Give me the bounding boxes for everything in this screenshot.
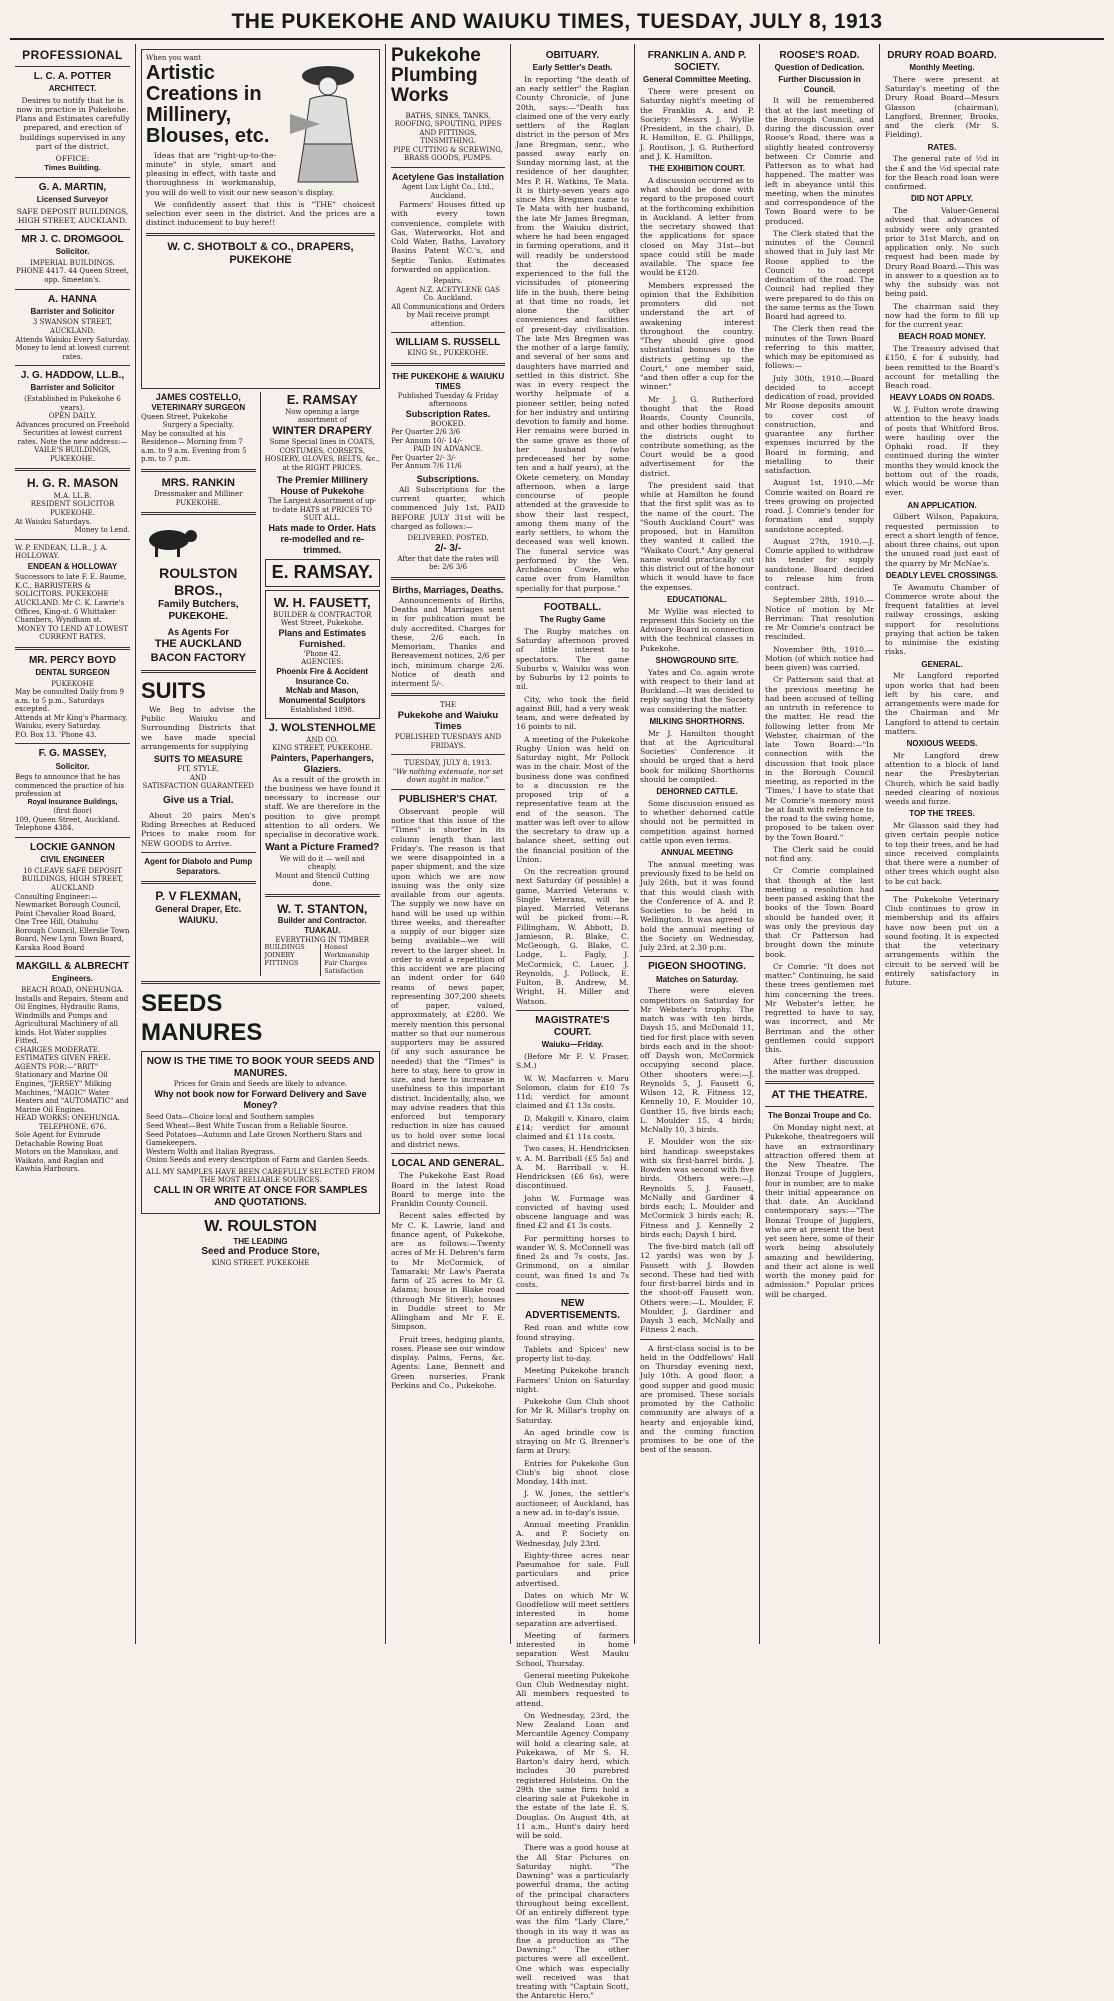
wolstenholme-ad: J. WOLSTENHOLME AND CO. KING STREET, PUKEKOHE. Painters, Paperhangers, Glaziers. As a result of the growth in the business we have found it necessary to increase our staff. We are therefore in the position to give prompt attention to all orders. We specialise in decorative work. Want a Picture Framed? We will do it — well and cheaply. Mount and Stencil Cutting done. <box>264 722 380 889</box>
ramsay-banner: E. RAMSAY. <box>265 559 381 587</box>
ads-column <box>135 44 385 1644</box>
potter-card: L. C. A. POTTER ARCHITECT. Desires to notify that he is now in practice in Pukekohe. Plans and Estimates carefully prepared, and erection of buildings supervised in any part of the district. OFFICE: Times Building. <box>15 70 130 173</box>
news-column-4: DRURY ROAD BOARD. Monthly Meeting. There were present at Saturday's meeting of the Drury Road Board—Messrs Glasson (chairman), Langford, Brenner, Brooks, and the clerk (Mr S. Fielding). RATES. The general rate of ½d in the £ and the ½d special rate for the Beach road loan were confirmed. DID NOT APPLY. The Valuer-General advised that advances of subsidy were only granted prior to 31st March, and on application only. No such request had been made by Drury Road Board.—This was in answer to a question as to why the subsidy was not being paid. The chairman said they now had the form to fill up for the current year. BEACH ROAD MONEY. The Treasury advised that £150, £ for £ subsidy, had been remitted to the Board's account for metalling the Beach road. HEAVY LOADS ON ROADS. W. J. Fulton wrote drawing attention to the heavy loads of posts that Whitford Bros. were hauling over the Ophaki road. If they continued during the winter months they would knock the bottom out of the roads, which would be worse than ever. AN APPLICATION. Gilbert Wilson, Papakura, requested permission to erect a short length of fence, about three chains, out upon the unused road just east of the quarry by Mr McNae's. DEADLY LEVEL CROSSINGS. Te Awamutu Chamber of Commerce wrote about the frequent fatalities at level railway crossings, asking support for resolutions praying that action be taken to minimise the existing risks. GENERAL. Mr Langford reported upon works that had been left by his care, and arrangements were made for the Chairman and Mr Langford to attend to certain matters. NOXIOUS WEEDS. Mr Langford drew attention to a block of land near the Presbyterian Church, which he said badly needed clearing of noxious weeds and furze. TOP THE TREES. Mr Glasson said they had given certain people notice to top their trees, and he had since received complaints that there were a number of other trees which ought also to be cut back. The Pukekohe Veterinary Club continues to grow in membership and its affairs have now been put on a sound footing. It is expected that the veterinary arrangements within the circuit to be served will be entirely satisfactory in future. <box>879 44 1004 1644</box>
rankin-ad: MRS. RANKIN Dressmaker and Milliner PUKEKOHE. <box>153 476 243 507</box>
flexman-ad: P. V FLEXMAN, General Draper, Etc. WAIUKU. <box>155 889 242 925</box>
mason-card: H. G. R. MASON M.A. LL.B. RESIDENT SOLICITOR PUKEKOHE. At Waiuku Saturdays. Money to Lend. <box>15 476 130 535</box>
ramsay-ad: E. RAMSAY Now opening a large assortment of WINTER DRAPERY Some Special lines in COATS, COSTUMES, CORSETS, HOSIERY, GLOVES, BELTS, &c., at the RIGHT PRICES. The Premier Millinery House of Pukekohe The Largest Assortment of up-to-date HATS at PRICES TO SUIT ALL. Hats made to Order. Hats re-modelled and re-trimmed. <box>264 392 380 555</box>
costello-ad: JAMES COSTELLO, VETERINARY SURGEON Queen Street, Pukekohe Surgery a Specialty. May be consulted at his Residence— Morning from 7 a.m. to 9 a.m. Evening from 5 p.m. to 7 p.m. <box>141 392 247 464</box>
professional-heading: PROFESSIONAL <box>15 48 130 67</box>
woman-illustration <box>280 54 375 184</box>
roulston-bros-ad: ROULSTON BROS., Family Butchers, PUKEKOHE. As Agents For THE AUCKLAND BACON FACTORY <box>141 520 256 665</box>
editorial-masthead: THE Pukekohe and Waiuku Times PUBLISHED TUESDAYS AND FRIDAYS. TUESDAY, JULY 8, 1913. "We nothing extenuate, nor set down aught in malice." <box>392 701 504 785</box>
news-column-3: ROOSE'S ROAD. Question of Dedication. Further Discussion in Council. It will be remembered that at the last meeting of the Borough Council, and during the discussion over Roose's Road, there was a slightly heated controversy between Cr Comrie and Patterson as to what had happened. The matter was left in abeyance until this meeting, when the minutes and correspondence of the Town Board were to be produced. The Clerk stated that the minutes of the Council showed that in July last Mr Roose applied to the Council to accept dedication of the road. The Council had replied they were prepared to do this on the same terms as the Town Board had agreed to. The Clerk then read the minutes of the Town Board referring to this matter, which may be epitomised as follows:— July 30th, 1910.—Board decided to accept dedication of road, provided Mr Roose deposits amount to cover cost of construction, and guarantee any further expenses incurred by the Board in forming, and metalling to their satisfaction. August 1st, 1910.—Mr Comrie waited on Board re trees growing on projected road. J. Comrie's tender for formation and supply sandstone accepted. August 27th, 1910.—J. Comrie applied to withdraw his tender for supply sandstone. Board decided to release him from contract. September 28th, 1910.—Notice of motion by Mr Berriman: That resolution re Mr Comrie's contract be rescinded. November 9th, 1910.—Motion (of which notice had been given) was carried. Cr Patterson said that at the previous meeting he had been accused of telling an untruth in reference to the matter. He read the following letter from Mr Webster, chairman of the late Town Board:—"In connection with the discussion that took place in the Borough Council meeting, as reported in the 'Times,' I have to state that Mr Comrie's memory must be at fault with reference to the road to the swing home, proposed to be taken over by the Town Board." The Clerk said he could not find any. Cr Comrie complained that though at the last meeting a resolution had been passed asking that the books of the Town Board should be handed over, it was only the previous day that Cr Patterson had brought down the minute book. Cr Comrie: "It does not matter." Continuing, he said these trees gentlemen met him concerning the trees. Mr Webster's letter, he regretted to have to say, was incorrect, and Mr Berriman and the other gentlemen could support this. After further discussion the matter was dropped. AT THE THEATRE. The Bonzai Troupe and Co. On Monday night next, at Pukekohe, theatregoers will have an extraordinary attraction offered them at the New Theatre. The Bonzai Troupe of Jugglers, four in number, are to make their initial appearance on that date. An Auckland contemporary says:—"The Bonzai Troupe of Jugglers, who are at present the best yet seen here, some of their work being absolutely amazing and bewildering, and their act alone is well worth the money paid for admission." Popular prices will be charged. <box>759 44 879 1644</box>
dromgool-card: MR J. C. DROMGOOL Solicitor. IMPERIAL BUILDINGS. PHONE 4417. 44 Queen Street, opp. Smeeton's. <box>16 234 129 284</box>
boyd-card: MR. PERCY BOYD DENTAL SURGEON PUKEKOHE May be consulted Daily from 9 a.m. to 5 p.m., Saturdays excepted. Attends at Mr King's Pharmacy, Waiuku, every Saturday. P.O. Box 13. 'Phone 43. <box>15 654 128 739</box>
fausett-ad: W. H. FAUSETT, BUILDER & CONTRACTOR West Street, Pukekohe. Plans and Estimates Furnished. 'Phone 42. AGENCIES: Phoenix Fire & Accident Insurance Co. McNab and Mason, Monumental Sculptors Established 1898. <box>265 590 381 719</box>
news-column-2: FRANKLIN A. AND P. SOCIETY. General Committee Meeting. There were present on Saturday night's meeting of the Franklin A. and P. Society: Messrs J. Wyllie (President, in the chair), D. R. Hamilton, E. G. Phillipps, J. Routlson, J. G. Rutherford and J. K. Hamilton. THE EXHIBITION COURT. A discussion occurred as to what should be done with regard to the proposed court at the forthcoming exhibition in Auckland. A letter from the secretary showed that the applications for space closed on May 31st—but space could still be made available. The space fee would be £120. Members expressed the opinion that the Exhibition promoters did not understand the art of awakening interest throughout the country. "They should give good substantial bonuses to the districts getting up the Court," one member said, "and then offer a cup for the winner." Mr J. G. Rutherford thought that the Road Boards, County Councils, and other bodies throughout the districts ought to contribute something, as the Court would be a good advertisement for the district. The president said that while at Hamilton he found that the first split was as to the name of the court. The "South Auckland Court" was proposed, but in Hamilton they wanted it called the "Waikato Court." Any general name would practically cut this district out of the honour which it would have to face the expenses. EDUCATIONAL. Mr Wyllie was elected to represent this Society on the Advisory Board in connection with the technical classes in Pukekohe. SHOWGROUND SITE. Yates and Co. again wrote with respect to their land at Buckland.—It was decided to reply saying that the Society was considering the matter. MILKING SHORTHORNS. Mr J. Hamilton thought that at the Agricultural Societies' Conference it should be urged that a herd book for milking Shorthorns should be compiled. DEHORNED CATTLE. Some discussion ensued as to whether dehorned cattle should not be permitted in competition against horned cattle upon even terms. ANNUAL MEETING The annual meeting was previously fixed to be held on July 26th, but it was found that this would clash with the Conference of A. and P. Societies to be held in Wellington. It was agreed to hold the annual meeting of the Society on Wednesday, July 23rd, at 2.30 p.m. PIGEON SHOOTING. Matches on Saturday. There were eleven competitors on Saturday for Mr Webster's trophy. The match was with ten birds, Daysh 15, and McDonald 11, tied for first place with seven birds each and in the shoot-off Daysh won, McCormick occupying second place. Other shooters were:—J. Reynolds 5, J. Fausett 6, Wilson 12, R. Fitness 12, Kennelly 10, F. Moulder 10, Gunther 15, five birds each; L. Moulder 15, 4 birds; McNally 10, 3 birds. F. Moulder won the six-bird handicap sweepstakes with six first-barrel birds. J. Bowden was second with five birds. Others were:—J. Reynolds 5, J. Fausett, McNally and Gardiner 4 birds each; L. Moulder and McCormick 3 birds each; R. Fitness and J. Kennelly 2 birds each; Daysh 1 bird. The five-bird match (all off 12 yards) was won by J. Fausett with J. Bowden second. These had tied with four first-barrel birds and in the shoot-off Fausett won. Others were:—L. Moulder, F. Moulder, J. Gardiner and Daysh 3 each, McNally and Fitness 2 each. A first-class social is to be held in the Oddfellows' Hall on Thursday evening next, July 10th. A good floor, a good supper and good music are promised. These socials promoted by the Catholic community are always of a hearty and enjoyable kind, and the coming function promises to be one of the best of the season. <box>634 44 759 1644</box>
news-column-1: OBITUARY. Early Settler's Death. In reporting "the death of an early settler" the Raglan County Chronicle, of June 20th, says:—"Death has claimed one of the very early settlers of the Raglan district in the person of Mrs Jane Bregman, senr., who passed away early on Sunday morning last, at the residence of her daughter, Mrs P. H. Watkins, Te Mata. It is thirty-seven years ago since Mrs Bregmen came to Te Mata with her husband, the late Mr James Bregman, from the Waiuku district, where he had been engaged in farming operations, and it will readily be understood that the deceased experienced to the full the vicissitudes of pioneering life in the bush, there being at that time no roads, let alone the other conveniences and facilities of present-day civilisation. The late Mrs Bregmen was the mother of a large family, and several of her sons and daughters have married and settled in this district. She was in every respect the worthy helpmate of a pioneer settler, being noted for her industry and untiring devotion to family and home. Her remains were buried in the same grave as those of her husband (who predeceased her by some ten and a half years), at the Okete cemetery, on Monday afternoon, when a large concourse of people attended at the graveside to show their last respect, among them many of the early settlers, to whom the deceased was well known. The funeral service was performed by the Ven. Archdeacon Cowie, who came over from Hamilton specially for that purpose." FOOTBALL. The Rugby Game The Rugby matches on Saturday afternoon proved of little interest to spectators. The game Suburbs v. Waiuku was won by Suburbs by 12 points to nil. City, who took the field against Bill, had a very weak team, and were defeated by 16 points to nil. A meeting of the Pukekohe Rugby Union was held on Saturday night, Mr Pollock was in the chair. Most of the business done was confined to a discussion re the proposed trip of a representative team at the end of the season. The matter was left over to allow the secretary to draw up a balance sheet, setting out the financial position of the Union. On the recreation ground next Saturday (if possible) a game, Married Veterans v. Single Veterans, will be played. Married Veterans will be picked from:—R. Fillingham, W. Abbott, D. Jamieson, R. Blake, C. McGeough, G. Blake, C. Lodge, L. Fagly, J. McCormick, C. Lauer, J. Reynolds, J. Pollock, E. Fulton, B. Andrew, M. Wright, H. Miller and Watson. MAGISTRATE'S COURT. Waiuku—Friday. (Before Mr F. V. Fraser, S.M.) W. W. Macfarren v. Maru Solomon, claim for £10 7s 11d; verdict for amount claimed and £1 13s costs. D. Makgill v. Kinaro, claim £14; verdict for amount claimed and £1 11s costs. Two cases, H. Hendricksen v. A. M. Barriball (£5 5s) and A. M. Barriball v. H. Hendricksen (£6 6s), were discontinued. John W. Furmage was convicted of having used obscene language and was fined £2 and £1 3s costs. For permitting horses to wander W. S. McConnell was fined 2s and 7s costs, Jas. Grimmond, on a similar count, was fined 1s and 7s costs. NEW ADVERTISEMENTS. Red roan and white cow found straying. Tablets and Spices' new property list to-day. Meeting Pukekohe branch Farmers' Union on Saturday night. Pukekohe Gun Club shoot for Mr R. Millar's trophy on Saturday. An aged brindle cow is straying on Mr G. Brenner's farm at Drury. Entries for Pukekohe Gun Club's big shoot close Monday, 14th inst. J. W. Jones, the settler's auctioneer, of Auckland, has a new ad. in to-day's issue. Annual meeting Franklin A. and P. Society on Wednesday, July 23rd. Eighty-three acres near Paeumahoe for sale. Full particulars and price advertised. Dates on which Mr W. Goodfellow will meet settlers interested in home separation are advertised. Meeting of farmers interested in home separation West Mauku School, Thursday. General meeting Pukekohe Gun Club Wednesday night. All members requested to attend. On Wednesday, 23rd, the New Zealand Loan and Mercantile Agency Company will hold a clearing sale, at Pukekawa, of Mr S. H. Barton's dairy herd, which includes 30 purebred registered Holsteins. On the 29th the same firm hold a clearing sale at Pukekohe in the estate of the late E. S. Douglas. On August 4th, at 11 a.m., Hunt's dairy herd will be sold. There was a good house at the All Star Pictures on Saturday night. "The Dawning" was a particularly powerful drama, the acting of the principal characters throughout being excellent. Of an entirely different type was the film "Lady Clare," though in its way it was as fine a production as "The Dawning." The other pictures were all excellent. One which was especially well received was that treating with "Captain Scott, the Antarctic Hero." <box>510 44 634 1644</box>
endean-card: W. P. ENDEAN, LL.B., J. A. HOLLOWAY. ENDEAN & HOLLOWAY Successors to late F. E. Baume, K.C., BARRISTERS & SOLICITORS. PUKEKOHE AUCKLAND. Mr C. K. Lawrie's Offices, King-st. 6 Whittaker Chambers, Wyndham st. MONEY TO LEND AT LOWEST CURRENT RATES. <box>15 543 129 642</box>
masthead: THE PUKEKOHE AND WAIUKU TIMES, TUESDAY, JULY 8, 1913 <box>10 8 1104 40</box>
suits-ad: SUITS We Beg to advise the Public Waiuku and Surrounding Districts that we have made special arrangements for supplying SUITS TO MEASURE FIT, STYLE, AND SATISFACTION GUARANTEED Give us a Trial. About 20 pairs Men's Riding Breeches at Reduced Prices to make room for NEW GOODS to Arrive. Agent for Diabolo and Pump Separators. <box>141 677 256 876</box>
newspaper-page <box>10 8 1104 2001</box>
massey-card: F. G. MASSEY, Solicitor. Begs to announce that he has commenced the practice of his profession at Royal Insurance Buildings, (first floor) 109, Queen Street, Auckland. Telephone 4384. <box>15 748 125 833</box>
haddow-card: J. G. HADDOW, LL.B., Barrister and Solicitor (Established in Pukekohe 6 years). OPEN DAILY. Advances procured on Freehold Securities at lowest current rates. Note the new address:— VAILE'S BUILDINGS, PUKEKOHE. <box>15 370 130 463</box>
editorial-column: Pukekohe Plumbing Works BATHS, SINKS, TANKS, ROOFING, SPOUTING, PIPES AND FITTINGS, TINSMITHING. PIPE CUTTING & SCREWING, BRASS GOODS, PUMPS. Acetylene Gas Installation Agent Lux Light Co., Ltd., Auckland. Farmers' Houses fitted up with every town convenience, complete with Gas, Waterworks, Hot and Cold Water, Baths, Lavatory Basins Patent W.C.'s, and Septic Tanks. Estimates forwarded on application. Repairs. Agent N.Z. ACETYLENE GAS Co. Auckland. All Communications and Orders by Mail receive prompt attention. WILLIAM S. RUSSELL KING St., PUKEKOHE. THE PUKEKOHE & WAIUKU TIMES Published Tuesday & Friday afternoons Subscription Rates. BOOKED. Per Quarter 2/6 3/6 Per Annum 10/- 14/- PAID IN ADVANCE. Per Quarter 2/- 3/- Per Annum 7/6 11/6 Subscriptions. All Subscriptions for the current quarter, which commenced July 1st, PAID BEFORE JULY 31st will be charged as follows:— DELIVERED. POSTED. 2/- 3/- After that date the rates will be: 2/6 3/6 Births, Marriages, Deaths. Announcements of Births, Deaths and Marriages sent in for publication must be duly accredited. Charges for these, 2/6 each. In Memoriam, Thanks and Bereavement notices, 2/6 per inch, minimum charge 2/6. Notice of death and interment 5/-. THE Pukekohe and Waiuku Times PUBLISHED TUESDAYS AND FRIDAYS. TUESDAY, JULY 8, 1913. "We nothing extenuate, nor set down aught in malice." PUBLISHER'S CHAT. Observant people will notice that this issue of the "Times" is shorter in its column length than last Friday's. The reason is that we were disappointed in a paper shipment, and the size upon which we are now issuing was the only size available from our agents. The supply we now have on hand will be used up within three weeks, and thereafter a supply of our bigger size being available—we will revert to the larger sheet. In order to avoid a repetition of this accident we are placing an indent order for 640 reams of news paper, representing 307,200 sheets of paper, valued, approximately, at £280. We merely mention this personal matter so that our numerous supporters may be assured (if any such assurance be needed) that the "Times" is here to stay, here to grow in size, and here to increase in usefulness to this important district. Incidentally, also, we may advise readers that this enforced but temporary reduction in size has caused us to hold over some local and district news. LOCAL AND GENERAL. The Pukekohe East Road Board in the latest Road Board to merge into the Franklin County Council. Recent sales effected by Mr C. K. Lawrie, land and finance agent, of Pukekohe, are as follows:—Twenty acres of Mr H. Dehren's farm to Mr McCormick, of Tamaraki; Mr Law's Paerata farm of 25 acres to Mr G. Adams; house in Blake road (through Mr Stiver); houses in Duddle street to Mr Allingham and Mr F. E. Simpson. Fruit trees, hedging plants, roses. Please see our window display. Palms, Ferns, &c. Agents: Lane, Bennett and Green nurseries. Frank Perkins and Co., Pukekohe. <box>385 44 510 1644</box>
shotbolt-ad: When you want Artistic Creations in Millinery, Blouses, etc. Ideas that are "right-up-to-the-minute" in style, smart and pleasing in effect, with taste and thoroughness in workmanship, you will do well to visit our new season's display. We confidently assert that this is "THE" choicest selection ever seen in the district. And the prices are a distinct inducement to buy here!! W. C. SHOTBOLT & CO., DRAPERS, PUKEKOHE <box>141 49 380 389</box>
times-subscription: THE PUKEKOHE & WAIUKU TIMES Published Tuesday & Friday afternoons Subscription Rates. BOOKED. Per Quarter 2/6 3/6 Per Annum 10/- 14/- PAID IN ADVANCE. Per Quarter 2/- 3/- Per Annum 7/6 11/6 Subscriptions. All Subscriptions for the current quarter, which commenced July 1st, PAID BEFORE JULY 31st will be charged as follows:— DELIVERED. POSTED. 2/- 3/- After that date the rates will be: 2/6 3/6 <box>391 370 505 572</box>
martin-card: G. A. MARTIN, Licensed Surveyor SAFE DEPOSIT BUILDINGS, HIGH STREET, AUCKLAND. <box>16 181 129 225</box>
professional-column <box>10 44 135 1644</box>
hanna-card: A. HANNA Barrister and Solicitor 3 SWANSON STREET, AUCKLAND. Attends Waiuku Every Saturday. Money to lend at lowest current rates. <box>15 293 130 361</box>
cow-illustration <box>141 524 201 558</box>
gannon-card: LOCKIE GANNON CIVIL ENGINEER 10 CLEAVE SAFE DEPOSIT BUILDINGS, HIGH STREET, AUCKLAND Consulting Engineer:— Newmarket Borough Council, Point Chevalier Road Board, One Tree Hill, Otahuhu Borough Council, Ellerslie Town Board, New Lynn Town Board, Karaka Road Board <box>15 841 130 952</box>
plumbing-title: Pukekohe Plumbing Works <box>391 45 481 106</box>
seeds-ad: SEEDS MANURES NOW IS THE TIME TO BOOK YOUR SEEDS AND MANURES. Prices for Grain and Seeds are likely to advance. Why not book now for Forward Delivery and Save Money? Seed Oats—Choice local and Southern samples Seed Wheat—Best White Tuscan from a Reliable Source. Seed Potatoes—Autumn and Late Grown Northern Stars and Gamekeepers. Western Wolth and Italian Ryegrass. Onion Seeds and every description of Farm and Garden Seeds. ALL MY SAMPLES HAVE BEEN CAREFULLY SELECTED FROM THE MOST RELIABLE SOURCES. CALL IN OR WRITE AT ONCE FOR SAMPLES AND QUOTATIONS. W. ROULSTON THE LEADING Seed and Produce Store, KING STREET. PUKEKOHE <box>141 989 380 1267</box>
stanton-ad: W. T. STANTON, Builder and Contractor. TUAKAU. EVERYTHING IN TIMBER BUILDINGS JOINERY FITTINGS Honest Workmanship Fair Charges Satisfaction <box>264 901 370 976</box>
makgill-card: MAKGILL & ALBRECHT Engineers. BEACH ROAD, ONEHUNGA. Installs and Repairs, Steam and Oil Engines, Hydraulic Rams, Windmills and Pumps and Agricultural Machinery of all kinds. Hot Water supplies Fitted. CHARGES MODERATE. ESTIMATES GIVEN FREE. AGENTS FOR:—"BRIT" Stationary and Marine Oil Engines, "JERSEY" Milking Machines, "MAGIC" Water Heaters and "AUTOMATIC" and Marine Oil Engines. HEAD WORKS: ONEHUNGA. TELEPHONE, 676. Sole Agent for Evinrude Detachable Rowing Boat Motors on the Manukau, and Waikato, and Raglan and Kawhia Harbours. <box>15 961 129 1174</box>
